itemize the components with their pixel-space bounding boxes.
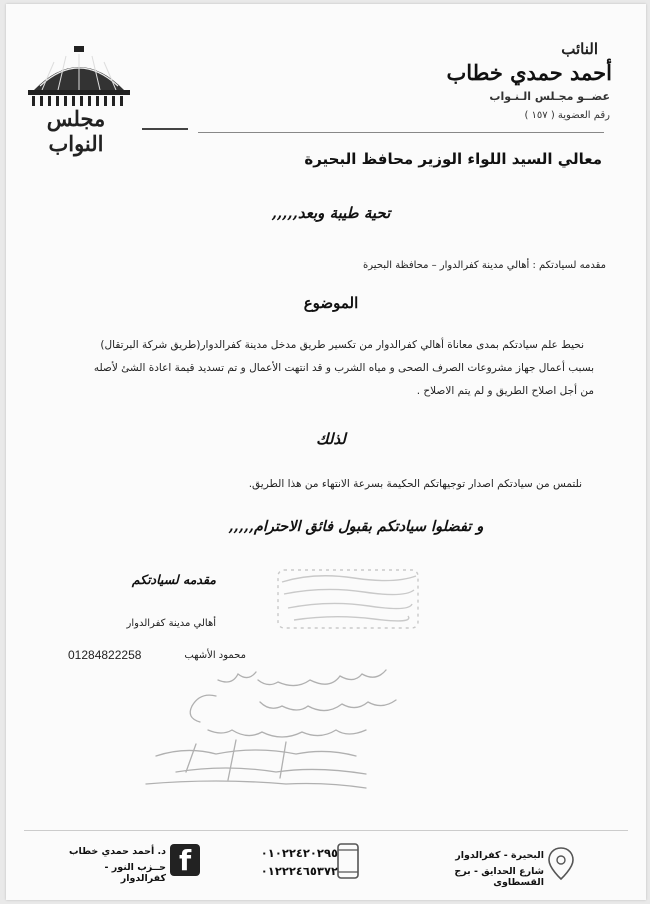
- addressee: معالي السيد اللواء الوزير محافظ البحيرة: [304, 150, 602, 168]
- footer-address-2: شارع الحدايق - برج القسطاوى: [454, 866, 544, 888]
- footer-phone-1: ٠١٠٢٢٤٢٠٢٩٥: [260, 846, 338, 860]
- parliament-dome-icon: [24, 46, 134, 108]
- letter-body: [34, 334, 594, 403]
- closing-line: و تفضلوا سيادتكم بقبول فائق الاحترام,,,,,: [228, 518, 484, 535]
- mp-role: عضــو مجـلس الـنـواب: [489, 90, 610, 103]
- residents-line: أهالي مدينة كفرالدوار: [126, 618, 216, 629]
- header-divider: [198, 132, 604, 133]
- signer-name: محمود الأشهب: [184, 650, 246, 661]
- body-line: من أجل اصلاح الطريق و لم يتم الاصلاح .: [416, 385, 594, 397]
- request-text: نلتمس من سيادتكم اصدار توجيهاتكم الحكيمة بسرعة الانتهاء من هذا الطريق.: [248, 478, 582, 490]
- location-pin-icon: [546, 846, 576, 882]
- greeting: تحية طيبة وبعد,,,,,: [271, 204, 391, 222]
- footer-phone-2: ٠١٢٢٢٤٦٥٣٧٢: [260, 864, 338, 878]
- body-line: نحيط علم سيادتكم بمدى معاناة أهالي كفرالدوار من تكسير طريق مدخل مدينة كفرالدوار(طريق شركة البرتقال): [100, 339, 584, 351]
- signer-phone: 01284822258: [68, 648, 142, 662]
- footer-name: د. أحمد حمدي خطاب: [69, 846, 166, 857]
- footer-party: حــزب النور - كفرالدوار: [104, 862, 166, 884]
- mp-title: النائب: [561, 40, 598, 58]
- letter-page: [6, 4, 646, 900]
- subject-heading: الموضوع: [303, 294, 359, 312]
- parliament-logo: [24, 46, 134, 156]
- handwritten-note: [136, 660, 426, 810]
- footer-address-1: البحيرة - كفرالدوار: [455, 850, 544, 861]
- from-line: مقدمه لسيادتكم : أهالي مدينة كفرالدوار – محافظة البحيرة: [363, 260, 606, 271]
- faded-stamp: [274, 564, 424, 634]
- therefore-heading: لذلك: [316, 430, 346, 448]
- facebook-icon: f: [170, 844, 200, 876]
- footer-divider: [24, 830, 628, 831]
- phone-icon: [336, 842, 360, 880]
- logo-text: مجلس النواب: [46, 106, 106, 156]
- body-line: بسبب أعمال جهاز مشروعات الصرف الصحى و مياه الشرب و قد انتهت الأعمال و تم تسديد قيمة اعادة الشئ لأصله: [93, 362, 594, 374]
- mp-name: أحمد حمدي خطاب: [446, 60, 612, 85]
- header-divider-short: [142, 128, 188, 130]
- submitted-by: مقدمه لسيادتكم: [131, 572, 216, 587]
- membership-number: رقم العضوية ( ١٥٧ ): [524, 110, 610, 121]
